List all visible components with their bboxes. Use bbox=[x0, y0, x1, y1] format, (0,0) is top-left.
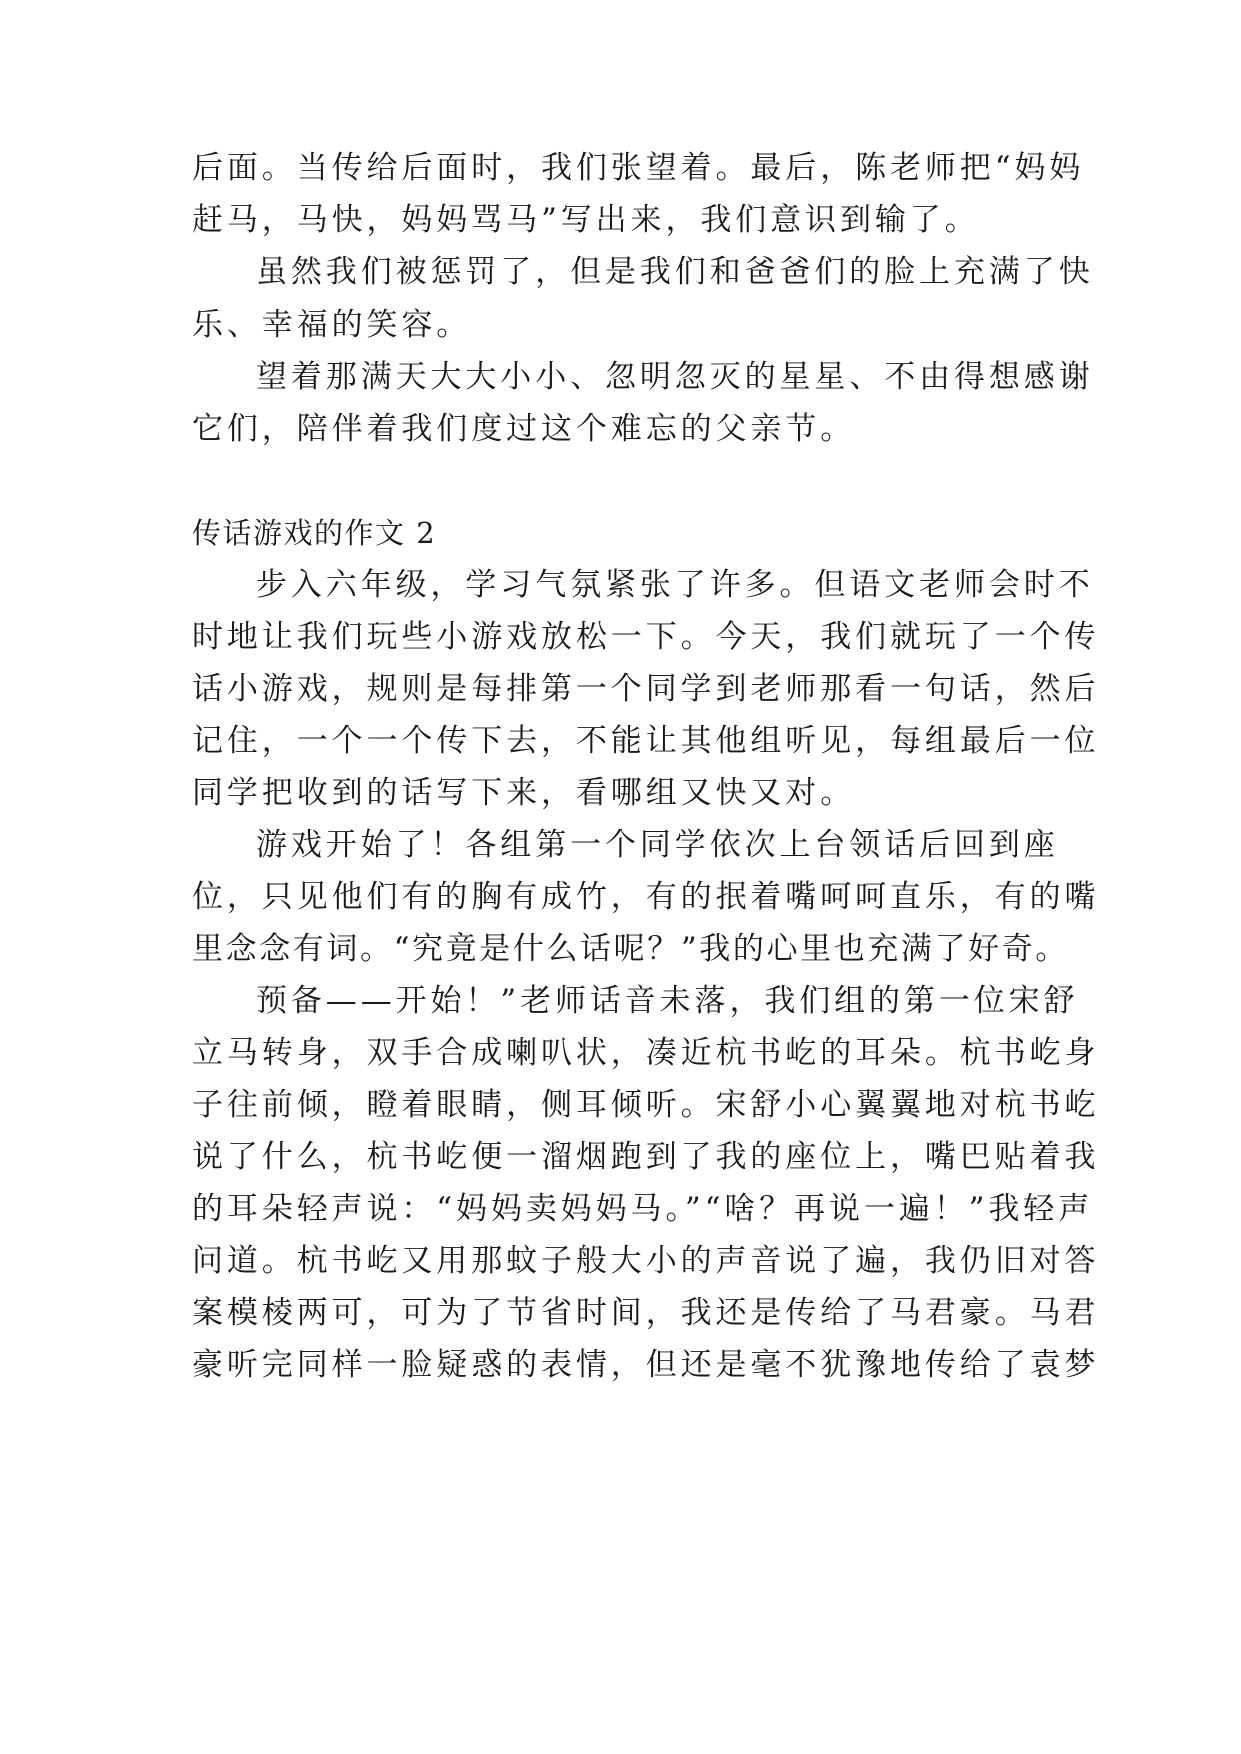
text-line: 问道。杭书屹又用那蚊子般大小的声音说了遍，我仍旧对答 bbox=[192, 1243, 1100, 1279]
text-line: 案模棱两可，可为了节省时间，我还是传给了马君豪。马君 bbox=[192, 1295, 1100, 1331]
text-line: 游戏开始了！各组第一个同学依次上台领话后回到座 bbox=[256, 827, 1059, 863]
text-line: 的耳朵轻声说：“妈妈卖妈妈马。”“啥？再说一遍！”我轻声 bbox=[192, 1191, 1094, 1227]
text-line: 里念念有词。“究竟是什么话呢？”我的心里也充满了好奇。 bbox=[192, 931, 1069, 967]
text-line: 时地让我们玩些小游戏放松一下。今天，我们就玩了一个传 bbox=[192, 619, 1100, 655]
text-line: 立马转身，双手合成喇叭状，凑近杭书屹的耳朵。杭书屹身 bbox=[192, 1035, 1100, 1071]
text-line: 同学把收到的话写下来，看哪组又快又对。 bbox=[192, 775, 856, 811]
text-line: 话小游戏，规则是每排第一个同学到老师那看一句话，然后 bbox=[192, 671, 1100, 707]
text-line: 位，只见他们有的胸有成竹，有的抿着嘴呵呵直乐，有的嘴 bbox=[192, 879, 1100, 915]
text-line: 望着那满天大大小小、忽明忽灭的星星、不由得想感谢 bbox=[256, 359, 1094, 395]
text-line: 子往前倾，瞪着眼睛，侧耳倾听。宋舒小心翼翼地对杭书屹 bbox=[192, 1087, 1100, 1123]
text-line: 豪听完同样一脸疑惑的表情，但还是毫不犹豫地传给了袁梦 bbox=[192, 1347, 1100, 1383]
text-line: 步入六年级，学习气氛紧张了许多。但语文老师会时不 bbox=[256, 567, 1094, 603]
text-line: 虽然我们被惩罚了，但是我们和爸爸们的脸上充满了快 bbox=[256, 254, 1094, 290]
text-line: 后面。当传给后面时，我们张望着。最后，陈老师把“妈妈 bbox=[192, 150, 1085, 186]
text-line: 预备——开始！”老师话音未落，我们组的第一位宋舒 bbox=[256, 983, 1079, 1019]
text-line: 说了什么，杭书屹便一溜烟跑到了我的座位上，嘴巴贴着我 bbox=[192, 1139, 1100, 1175]
text-line: 赶马，马快，妈妈骂马”写出来，我们意识到输了。 bbox=[192, 202, 980, 238]
text-line: 乐、幸福的笑容。 bbox=[192, 307, 472, 343]
text-line: 它们，陪伴着我们度过这个难忘的父亲节。 bbox=[192, 411, 856, 447]
text-line: 记住，一个一个传下去，不能让其他组听见，每组最后一位 bbox=[192, 723, 1100, 759]
section-heading: 传话游戏的作文 2 bbox=[192, 516, 437, 550]
